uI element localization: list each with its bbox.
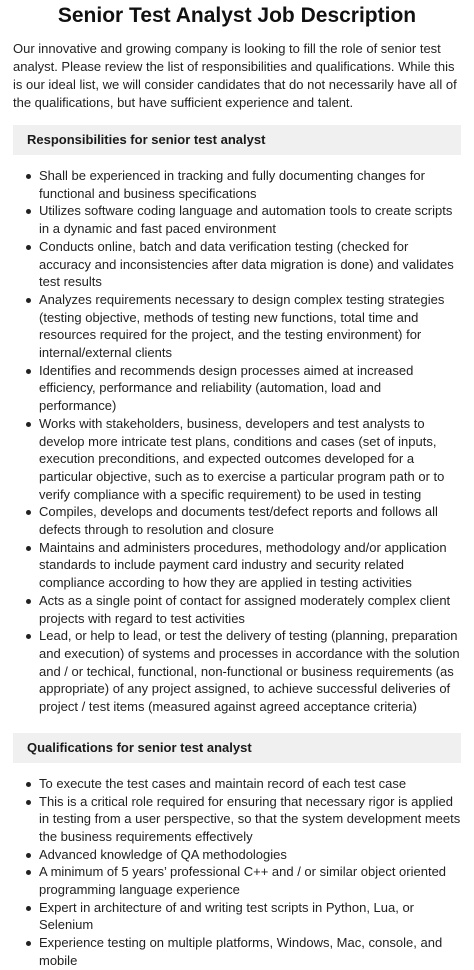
list-item: Maintains and administers procedures, methodology and/or application standards to include payment card industry and security related compliance according to how they are applied in testing activities xyxy=(39,539,461,592)
responsibilities-list xyxy=(13,167,461,716)
list-item: Advanced knowledge of QA methodologies xyxy=(39,846,461,864)
list-item: Lead, or help to lead, or test the delivery of testing (planning, preparation and execution) of systems and processes in accordance with the solution and / or techical, functional, non-functional or business requirements (as appropriate) of any project assigned, to achieve successful deliveries of project / test items (measured against agreed acceptance criteria) xyxy=(39,628,460,715)
list-item: Acts as a single point of contact for assigned moderately complex client projects with regard to test activities xyxy=(39,592,461,627)
list-item: Analyzes requirements necessary to design complex testing strategies (testing objective, methods of testing new functions, total time and resources required for the project, and the testing environment) for internal/external clients xyxy=(39,291,461,362)
list-item: Compiles, develops and documents test/defect reports and follows all defects through to resolution and closure xyxy=(39,503,461,538)
list-item: Identifies and recommends design processes aimed at increased efficiency, performance and reliability (automation, load and performance) xyxy=(39,362,461,415)
qualifications-list xyxy=(13,775,461,970)
intro-paragraph: Our innovative and growing company is looking to fill the role of senior test analyst. Please review the list of responsibilities and qualifications. While this is our ideal list, we will consider candidates that do not necessarily have all of the qualifications, but have sufficient experience and talent. xyxy=(13,41,457,110)
list-item: A minimum of 5 years’ professional C++ and / or similar object oriented programming language experience xyxy=(39,863,461,898)
list-item: Shall be experienced in tracking and fully documenting changes for functional and business specifications xyxy=(39,167,461,202)
qualifications-heading: Qualifications for senior test analyst xyxy=(13,733,461,763)
list-item: Utilizes software coding language and automation tools to create scripts in a dynamic and fast paced environment xyxy=(39,202,461,237)
page-title: Senior Test Analyst Job Description xyxy=(57,4,417,27)
list-item: Conducts online, batch and data verification testing (checked for accuracy and inconsistencies after data migration is done) and validates test results xyxy=(39,238,461,291)
responsibilities-heading: Responsibilities for senior test analyst xyxy=(13,125,461,155)
list-item: Experience testing on multiple platforms, Windows, Mac, console, and mobile xyxy=(39,934,461,969)
list-item: Works with stakeholders, business, developers and test analysts to develop more intricate test plans, conditions and cases (set of inputs, execution preconditions, and expected outcomes developed for a particular objective, such as to exercise a particular program path or to verify compliance with a specific requirement) to be used in testing xyxy=(39,415,461,504)
list-item: Expert in architecture of and writing test scripts in Python, Lua, or Selenium xyxy=(39,899,461,934)
list-item: This is a critical role required for ensuring that necessary rigor is applied in testing from a user perspective, so that the system development meets the business requirements effectively xyxy=(39,793,461,844)
list-item: To execute the test cases and maintain record of each test case xyxy=(39,775,461,793)
